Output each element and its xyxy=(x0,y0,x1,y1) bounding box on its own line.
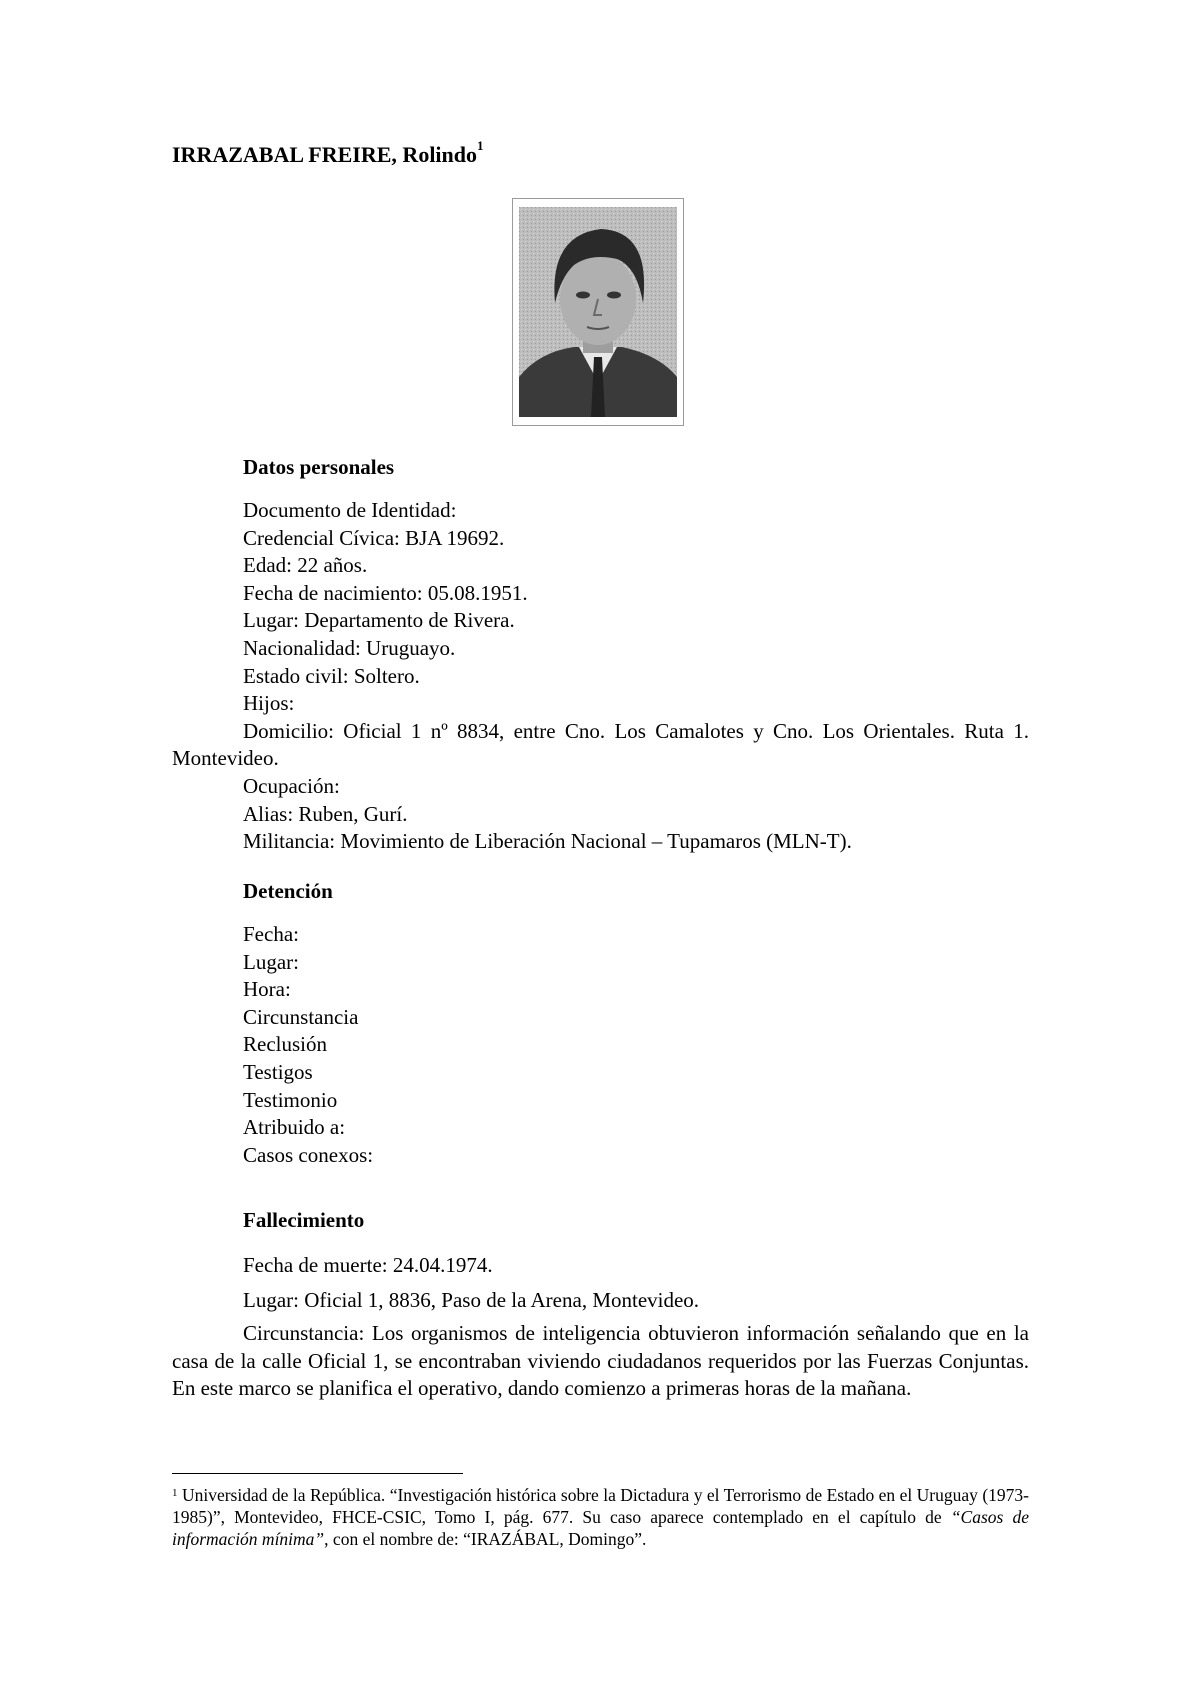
detention-line-place: Lugar: xyxy=(243,949,299,974)
detention-line-witnesses: Testigos xyxy=(243,1059,313,1084)
personal-line-age: Edad: 22 años. xyxy=(243,553,368,578)
footnote-text-italic: “Casos de información mínima” xyxy=(172,1507,1029,1549)
person-name: IRRAZABAL FREIRE, Rolindo xyxy=(172,142,478,167)
personal-line-militancy: Militancia: Movimiento de Liberación Nacional – Tupamaros (MLN-T). xyxy=(243,829,852,854)
section-heading-detention: Detención xyxy=(243,879,333,903)
page-title xyxy=(172,138,484,168)
portrait-photo xyxy=(519,207,677,417)
footnote-text-part-a: Universidad de la República. “Investigación histórica sobre la Dictadura y el Terrorismo de Estado en el Uruguay (1973-1985)”, Montevideo, FHCE-CSIC, Tomo I, pág. 677. Su caso aparece contemplado en el capítulo de xyxy=(172,1485,1029,1527)
detention-list xyxy=(172,921,1029,1169)
section-heading-death: Fallecimiento xyxy=(243,1208,365,1232)
detention-line-imprisonment: Reclusión xyxy=(243,1032,327,1057)
death-line-place: Lugar: Oficial 1, 8836, Paso de la Arena, Montevideo. xyxy=(243,1288,700,1312)
personal-line-address: Domicilio: Oficial 1 nº 8834, entre Cno. Los Camalotes y Cno. Los Orientales. Ruta 1. Montevideo. xyxy=(172,718,1029,771)
detention-line-attributed-to: Atribuido a: xyxy=(243,1115,346,1140)
personal-line-birth-place: Lugar: Departamento de Rivera. xyxy=(243,608,515,633)
footnote xyxy=(172,1484,1029,1550)
detention-line-related-cases: Casos conexos: xyxy=(243,1142,374,1167)
detention-line-time: Hora: xyxy=(243,977,291,1002)
footnote-divider xyxy=(172,1473,463,1474)
personal-line-alias: Alias: Ruben, Gurí. xyxy=(243,801,408,826)
death-line-date: Fecha de muerte: 24.04.1974. xyxy=(243,1253,493,1277)
section-heading-personal-data: Datos personales xyxy=(243,455,395,479)
death-date xyxy=(172,1252,1029,1280)
detention-line-date: Fecha: xyxy=(243,922,299,946)
footnote-reference: 1 xyxy=(477,138,484,153)
personal-line-children: Hijos: xyxy=(243,691,295,716)
footnote-number: 1 xyxy=(172,1487,178,1499)
personal-data-list xyxy=(172,497,1029,856)
death-place xyxy=(172,1287,1029,1315)
detention-line-testimony: Testimonio xyxy=(243,1087,338,1112)
personal-line-document: Documento de Identidad: xyxy=(243,498,457,522)
footnote-text-part-b: , con el nombre de: “IRAZÁBAL, Domingo”. xyxy=(324,1529,647,1549)
personal-line-nationality: Nacionalidad: Uruguayo. xyxy=(243,635,456,660)
detention-line-circumstance: Circunstancia xyxy=(243,1004,359,1029)
personal-line-civil-status: Estado civil: Soltero. xyxy=(243,663,420,688)
personal-line-civic-credential: Credencial Cívica: BJA 19692. xyxy=(243,525,505,550)
personal-line-occupation: Ocupación: xyxy=(243,773,340,798)
death-circumstance-paragraph: Circunstancia: Los organismos de inteligencia obtuvieron información señalando que en la casa de la calle Oficial 1, se encontraban viviendo ciudadanos requeridos por las Fuerzas Conjuntas. En este marco se planifica el operativo, dando comienzo a primeras horas de la mañana. xyxy=(172,1321,1029,1401)
portrait-photo-frame xyxy=(512,198,684,426)
personal-line-birth-date: Fecha de nacimiento: 05.08.1951. xyxy=(243,580,528,605)
